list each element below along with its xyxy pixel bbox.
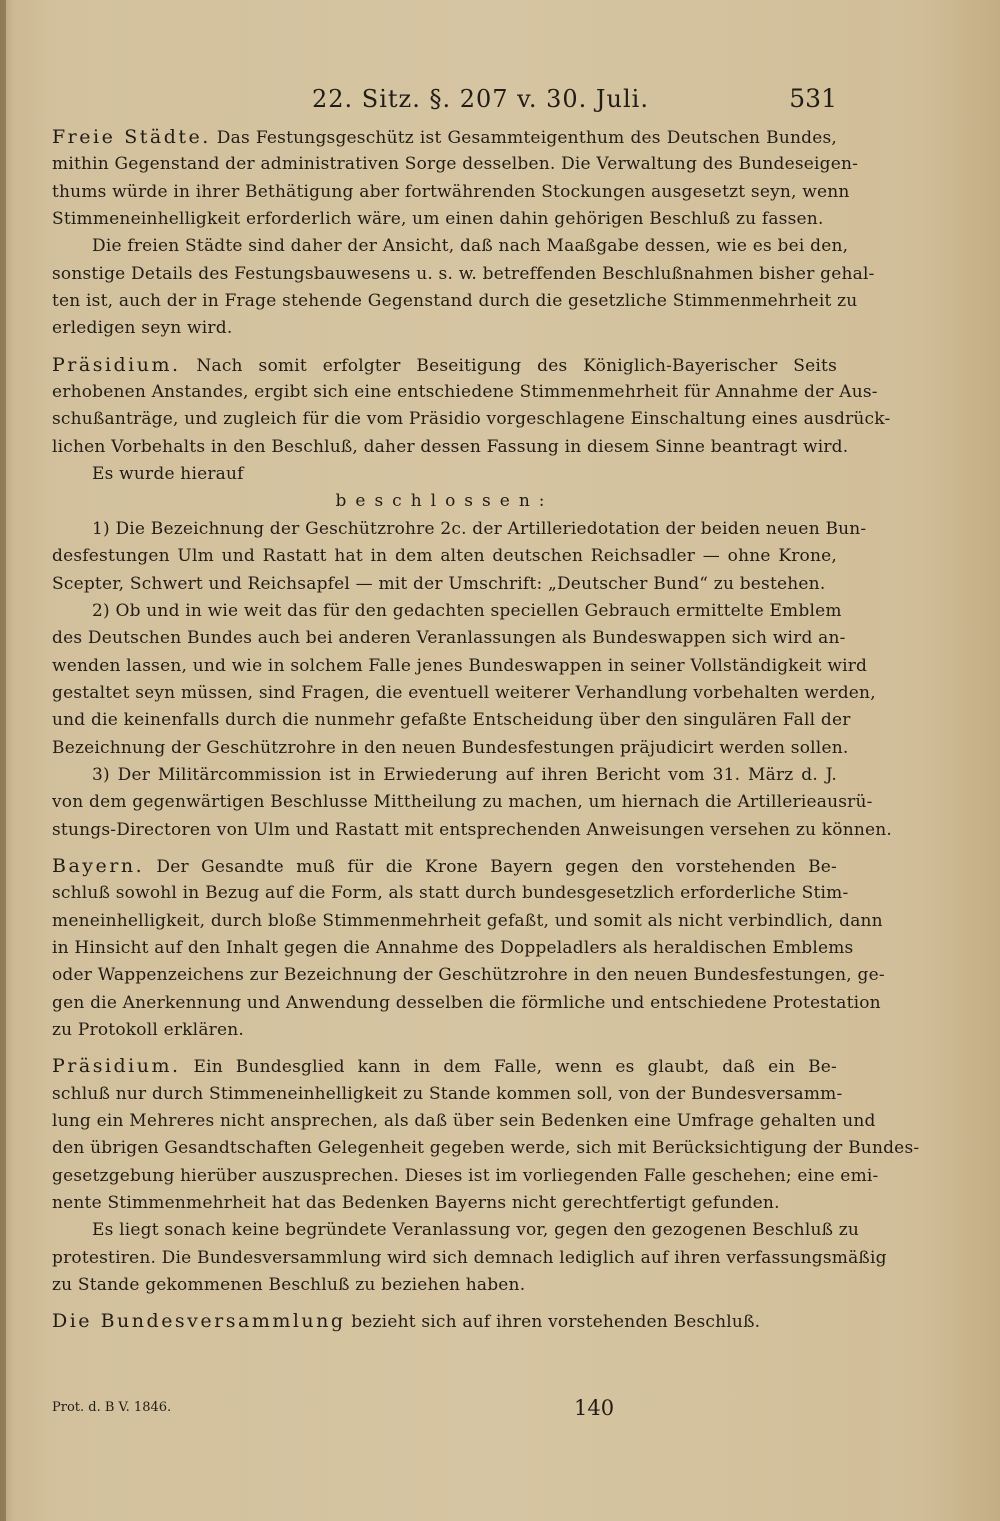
text-line: gestaltet seyn müssen, sind Fragen, die eventuell weiterer Verhandlung vorbehalten werden,	[52, 682, 876, 703]
text-line: gesetzgebung hierüber auszusprechen. Dieses ist im vorliegenden Falle geschehen; eine emi-	[52, 1165, 879, 1186]
text-line: stungs-Directoren von Ulm und Rastatt mit entsprechenden Anweisungen versehen zu können.	[52, 819, 893, 840]
text-line: zu Protokoll erklären.	[52, 1020, 244, 1040]
text-line: schußanträge, und zugleich für die vom Präsidio vorgeschlagene Einschaltung eines ausdrück-	[52, 409, 891, 430]
text-line: mithin Gegenstand der administrativen Sorge desselben. Die Verwaltung des Bundeseigen-	[52, 154, 859, 175]
text-line: Es wurde hierauf	[92, 464, 244, 485]
page-number: 531	[789, 84, 837, 113]
text-line: Die Bundesversammlung bezieht sich auf ihren vorstehenden Beschluß.	[52, 1310, 761, 1333]
text-line: erhobenen Anstandes, ergibt sich eine entschiedene Stimmenmehrheit für Annahme der Aus-	[52, 382, 878, 403]
page-footer	[52, 1393, 837, 1423]
speaker-label: Bayern.	[52, 854, 145, 877]
text-line: Stimmeneinhelligkeit erforderlich wäre, um einen dahin gehörigen Beschluß zu fassen.	[52, 209, 824, 230]
text-line: schluß sowohl in Bezug auf die Form, als statt durch bundesgesetzlich erforderliche Stim-	[52, 883, 849, 904]
text-line: 1) Die Bezeichnung der Geschützrohre 2c. der Artilleriedotation der beiden neuen Bun-	[92, 518, 867, 539]
text-line: Präsidium. Nach somit erfolgter Beseitigung des Königlich-Bayerischer Seits	[52, 353, 838, 376]
text-line: nente Stimmenmehrheit hat das Bedenken Bayerns nicht gerechtfertigt gefunden.	[52, 1193, 780, 1214]
text-line: erledigen seyn wird.	[52, 318, 233, 339]
printer-signature: Prot. d. B V. 1846.	[52, 1400, 172, 1415]
text-line: Die freien Städte sind daher der Ansicht, daß nach Maaßgabe dessen, wie es bei den,	[92, 236, 849, 257]
text-line: thums würde in ihrer Bethätigung aber fortwährenden Stockungen ausgesetzt seyn, wenn	[52, 181, 850, 202]
text-line: Präsidium. Ein Bundesglied kann in dem Falle, wenn es glaubt, daß ein Be-	[52, 1055, 837, 1078]
speaker-label: Die Bundesversammlung	[52, 1310, 346, 1333]
text-line: zu Stande gekommenen Beschluß zu beziehen haben.	[52, 1275, 526, 1296]
text-line: protestiren. Die Bundesversammlung wird sich demnach lediglich auf ihren verfassungsmäßig	[52, 1247, 887, 1268]
text-line: Es liegt sonach keine begründete Veranlassung vor, gegen den gezogenen Beschluß zu	[92, 1220, 860, 1241]
text-line: 3) Der Militärcommission ist in Erwiederung auf ihren Bericht vom 31. März d. J.	[92, 764, 837, 785]
text-line: meneinhelligkeit, durch bloße Stimmenmehrheit gefaßt, und somit als nicht verbindlich, dann	[52, 910, 883, 931]
text-line: und die keinenfalls durch die nunmehr gefaßte Entscheidung über den singulären Fall der	[52, 710, 851, 731]
document-body	[52, 124, 920, 1336]
text-line: Scepter, Schwert und Reichsapfel — mit der Umschrift: „Deutscher Bund“ zu bestehen.	[52, 573, 826, 594]
text-line: sonstige Details des Festungsbauwesens u. s. w. betreffenden Beschlußnahmen bisher gehal-	[52, 263, 875, 284]
text-line: schluß nur durch Stimmeneinhelligkeit zu Stande kommen soll, von der Bundesversamm-	[52, 1083, 843, 1104]
speaker-label: Präsidium.	[52, 353, 181, 376]
page-header	[52, 84, 837, 114]
text-line: oder Wappenzeichens zur Bezeichnung der Geschützrohre in den neuen Bundesfestungen, ge-	[52, 965, 885, 986]
text-line: des Deutschen Bundes auch bei anderen Veranlassungen als Bundeswappen sich wird an-	[52, 628, 846, 649]
text-line: Bayern. Der Gesandte muß für die Krone Bayern gegen den vorstehenden Be-	[52, 854, 837, 877]
text-line: desfestungen Ulm und Rastatt hat in dem alten deutschen Reichsadler — ohne Krone,	[52, 546, 837, 567]
text-line: Bezeichnung der Geschützrohre in den neuen Bundesfestungen präjudicirt werden sollen.	[52, 737, 849, 758]
speaker-label: Präsidium.	[52, 1055, 181, 1078]
running-head: 22. Sitz. §. 207 v. 30. Juli.	[312, 85, 649, 113]
text-line: lichen Vorbehalts in den Beschluß, daher dessen Fassung in diesem Sinne beantragt wird.	[52, 436, 849, 457]
text-line: ten ist, auch der in Frage stehende Gegenstand durch die gesetzliche Stimmenmehrheit zu	[52, 291, 858, 312]
text-line: gen die Anerkennung und Anwendung desselben die förmliche und entschiedene Protestation	[52, 992, 881, 1013]
page-binding-edge	[0, 0, 6, 1521]
text-line: in Hinsicht auf den Inhalt gegen die Annahme des Doppeladlers als heraldischen Emblems	[52, 937, 854, 958]
text-line: lung ein Mehreres nicht ansprechen, als daß über sein Bedenken eine Umfrage gehalten und	[52, 1111, 876, 1132]
text-line: 2) Ob und in wie weit das für den gedachten speciellen Gebrauch ermittelte Emblem	[92, 600, 842, 621]
text-line: den übrigen Gesandtschaften Gelegenheit gegeben werde, sich mit Berücksichtigung der Bundes-	[52, 1138, 920, 1159]
resolution-heading: beschlossen:	[335, 491, 554, 512]
sheet-number: 140	[574, 1396, 615, 1420]
text-line: wenden lassen, und wie in solchem Falle jenes Bundeswappen in seiner Vollständigkeit wird	[52, 655, 868, 676]
text-line: von dem gegenwärtigen Beschlusse Mittheilung zu machen, um hiernach die Artillerieausrü-	[52, 792, 873, 813]
text-line: Freie Städte. Das Festungsgeschütz ist Gesammteigenthum des Deutschen Bundes,	[52, 126, 837, 148]
speaker-label: Freie Städte.	[52, 126, 211, 148]
